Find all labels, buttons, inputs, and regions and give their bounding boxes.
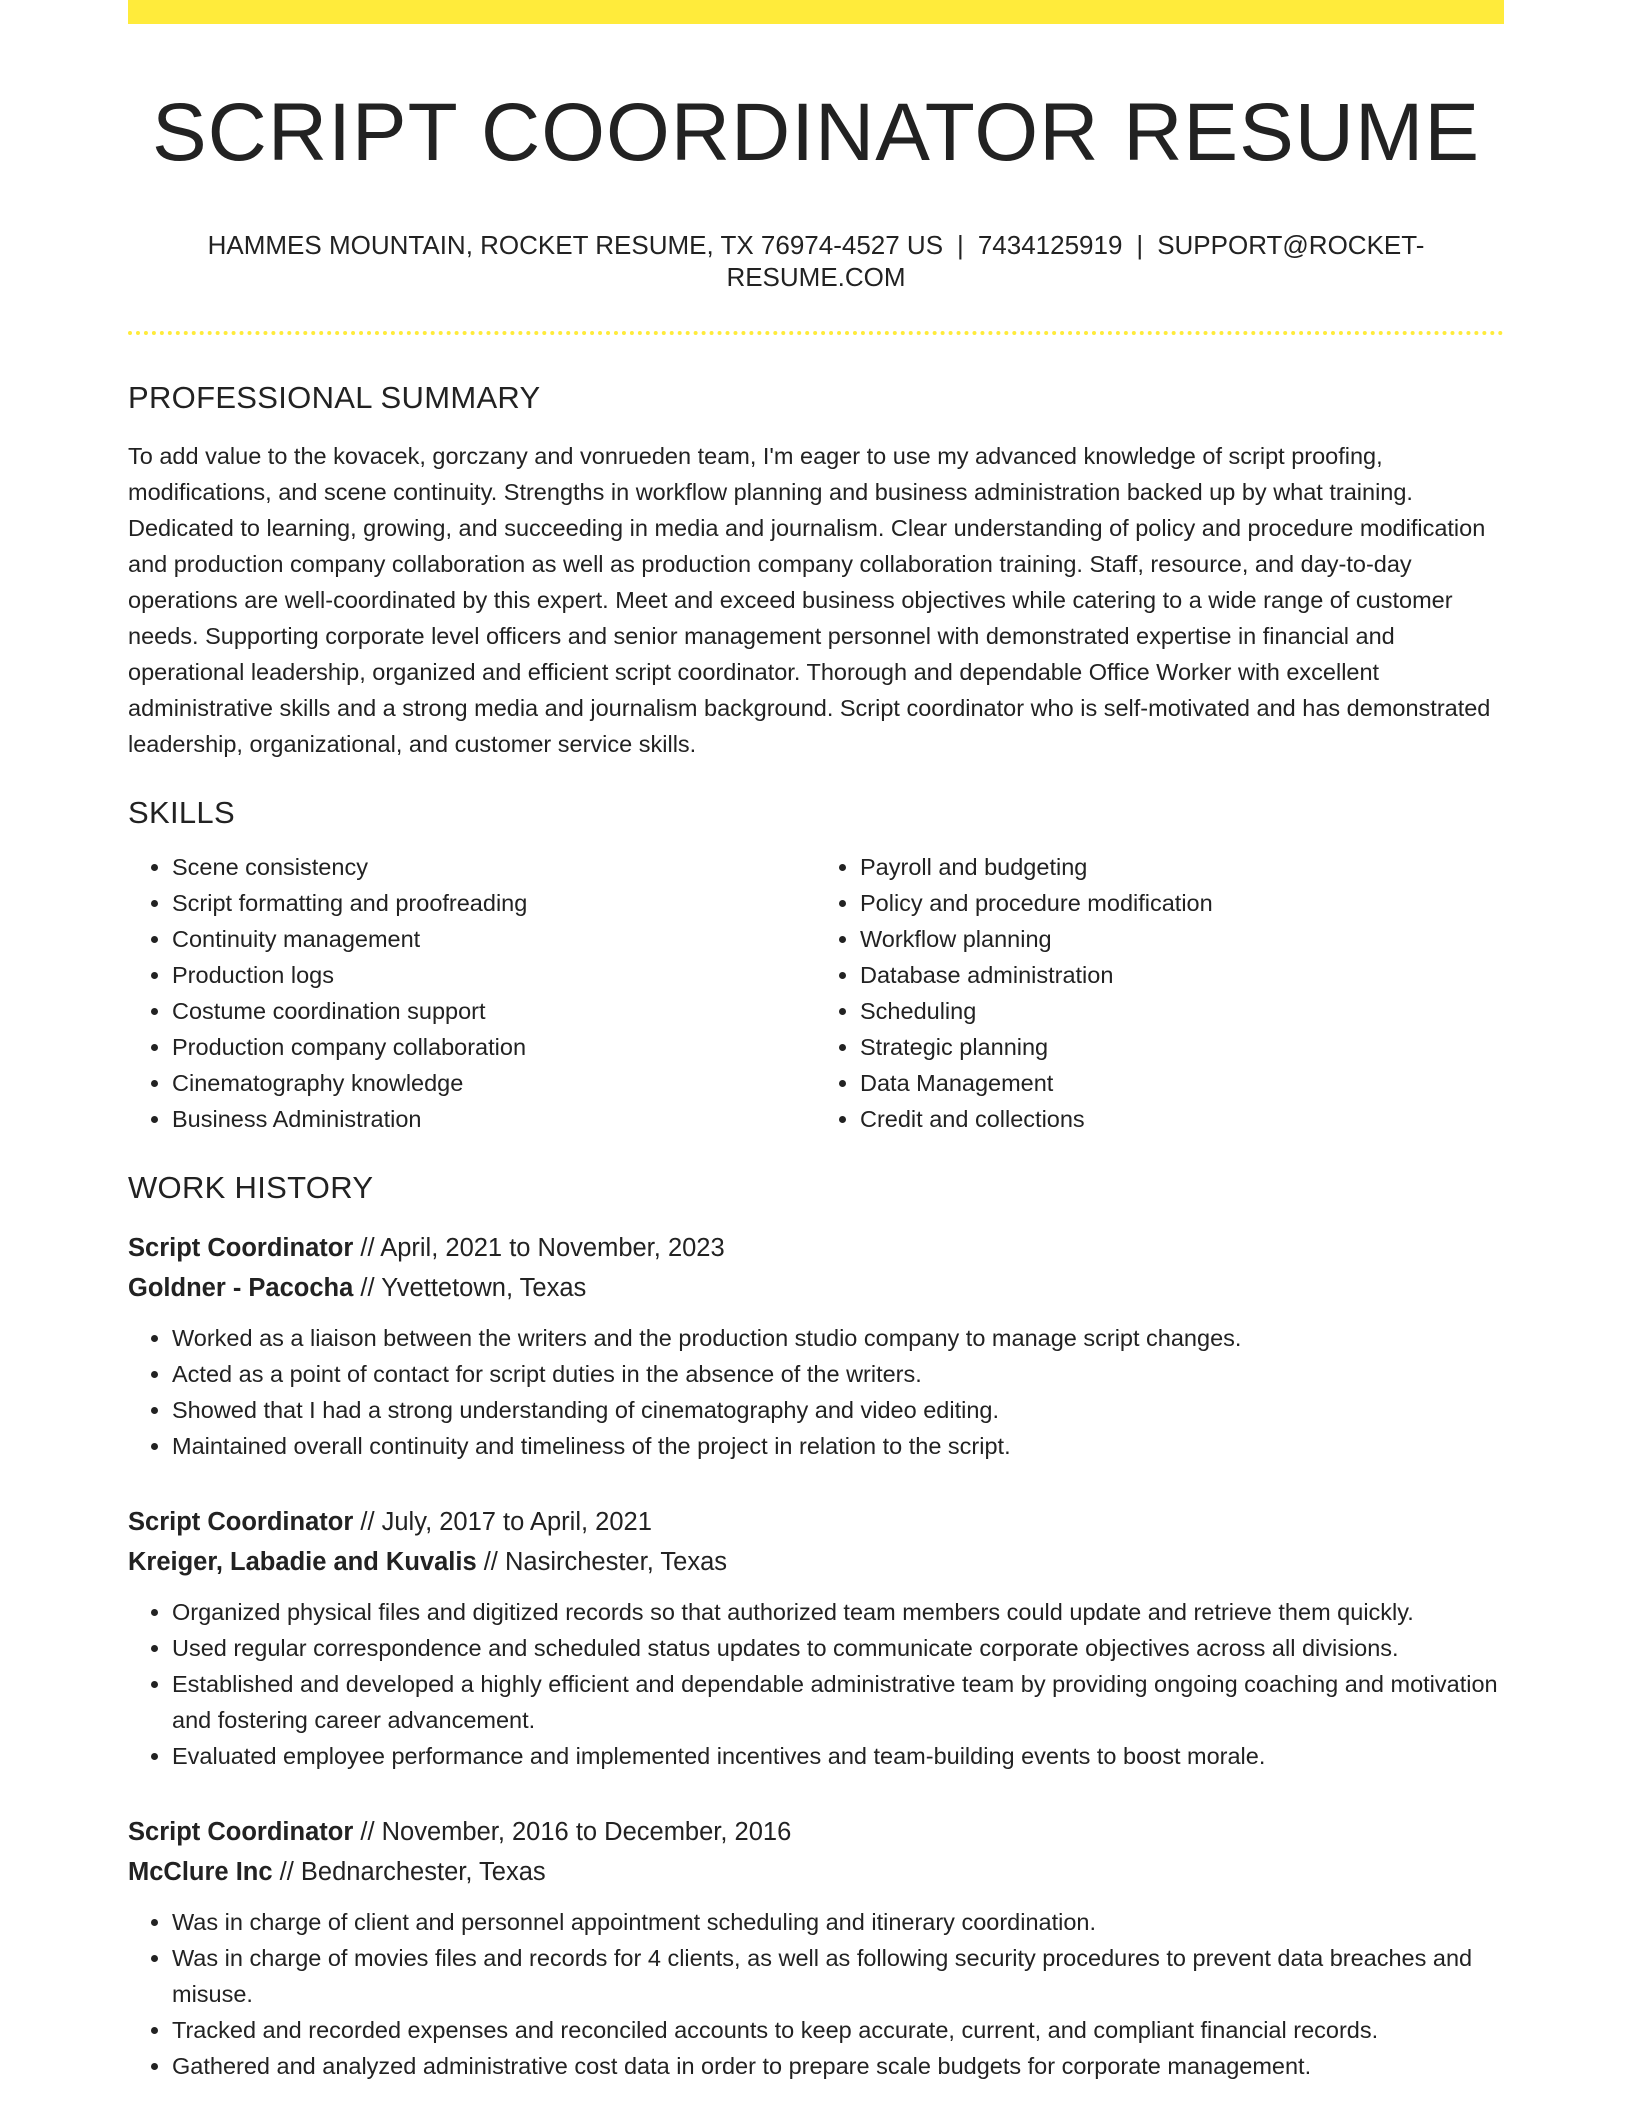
job-title-line: [128, 1502, 1504, 1542]
job-dates: // April, 2021 to November, 2023: [360, 1234, 725, 1263]
skill-item: • Costume coordination support: [172, 993, 816, 1029]
skills-grid: [128, 849, 1504, 1137]
job-company-line: [128, 1542, 1504, 1582]
job-title: Script Coordinator: [128, 1234, 354, 1263]
job-bullet: • Acted as a point of contact for script duties in the absence of the writers.: [172, 1356, 1504, 1392]
job-title: Script Coordinator: [128, 1508, 354, 1537]
dotted-divider: [128, 331, 1504, 335]
job-bullet: • Used regular correspondence and scheduled status updates to communicate corporate objectives across all divisions.: [172, 1630, 1504, 1666]
job-company: McClure Inc: [128, 1858, 273, 1887]
job-company-line: [128, 1268, 1504, 1308]
skill-item: • Production logs: [172, 957, 816, 993]
job-entry: [128, 1228, 1504, 1464]
job-bullet: • Showed that I had a strong understanding of cinematography and video editing.: [172, 1392, 1504, 1428]
contact-separator: |: [957, 230, 964, 261]
job-entry: [128, 1502, 1504, 1774]
job-location: // Yvettetown, Texas: [360, 1274, 587, 1303]
skill-item: • Business Administration: [172, 1101, 816, 1137]
job-bullet: • Gathered and analyzed administrative cost data in order to prepare scale budgets for corporate management.: [172, 2048, 1504, 2084]
job-bullet: • Established and developed a highly efficient and dependable administrative team by providing ongoing coaching and motivation and fostering career advancement.: [172, 1666, 1504, 1738]
job-title-line: [128, 1812, 1504, 1852]
skill-item: • Database administration: [860, 957, 1504, 993]
job-bullet-list: [128, 1904, 1504, 2084]
skill-item: • Script formatting and proofreading: [172, 885, 816, 921]
job-company: Kreiger, Labadie and Kuvalis: [128, 1548, 477, 1577]
summary-text: To add value to the kovacek, gorczany and vonrueden team, I'm eager to use my advanced knowledge of script proofing, modifications, and scene continuity. Strengths in workflow planning and business administration backed up by what training. Dedicated to learning, growing, and succeeding in media and journalism. Clear understanding of policy and procedure modification and production company collaboration as well as production company collaboration training. Staff, resource, and day-to-day operations are well-coordinated by this expert. Meet and exceed business objectives while catering to a wide range of customer needs. Supporting corporate level officers and senior management personnel with demonstrated expertise in financial and operational leadership, organized and efficient script coordinator. Thorough and dependable Office Worker with excellent administrative skills and a strong media and journalism background. Script coordinator who is self-motivated and has demonstrated leadership, organizational, and customer service skills.: [128, 442, 1491, 757]
skill-item: • Credit and collections: [860, 1101, 1504, 1137]
contact-phone: 7434125919: [977, 230, 1123, 261]
contact-email: SUPPORT@ROCKET-RESUME.COM: [726, 230, 1425, 292]
contact-line: [128, 230, 1504, 292]
job-bullet: • Organized physical files and digitized records so that authorized team members could update and retrieve them quickly.: [172, 1594, 1504, 1630]
skill-item: • Strategic planning: [860, 1029, 1504, 1065]
job-bullet: • Maintained overall continuity and timeliness of the project in relation to the script.: [172, 1428, 1504, 1464]
job-location: // Bednarchester, Texas: [279, 1858, 546, 1887]
job-bullet: • Was in charge of client and personnel appointment scheduling and itinerary coordination.: [172, 1904, 1504, 1940]
job-location: // Nasirchester, Texas: [483, 1548, 728, 1577]
job-bullet: • Evaluated employee performance and implemented incentives and team-building events to boost morale.: [172, 1738, 1504, 1774]
work-history-heading: WORK HISTORY: [128, 1170, 374, 1206]
job-title-line: [128, 1228, 1504, 1268]
job-entry: [128, 1812, 1504, 2084]
skills-list-right: [816, 849, 1504, 1137]
job-company-line: [128, 1852, 1504, 1892]
job-bullet-list: [128, 1594, 1504, 1774]
job-bullet: • Was in charge of movies files and records for 4 clients, as well as following security procedures to prevent data breaches and misuse.: [172, 1940, 1504, 2012]
job-bullet: • Worked as a liaison between the writers and the production studio company to manage script changes.: [172, 1320, 1504, 1356]
job-title: Script Coordinator: [128, 1818, 354, 1847]
skill-item: • Cinematography knowledge: [172, 1065, 816, 1101]
resume-title: SCRIPT COORDINATOR RESUME: [151, 87, 1481, 178]
accent-bar: [128, 0, 1504, 24]
skills-list-left: [128, 849, 816, 1137]
skill-item: • Data Management: [860, 1065, 1504, 1101]
job-bullet-list: [128, 1320, 1504, 1464]
job-dates: // July, 2017 to April, 2021: [360, 1508, 652, 1537]
skill-item: • Scheduling: [860, 993, 1504, 1029]
skill-item: • Workflow planning: [860, 921, 1504, 957]
job-dates: // November, 2016 to December, 2016: [360, 1818, 792, 1847]
contact-address: HAMMES MOUNTAIN, ROCKET RESUME, TX 76974-4527 US: [207, 230, 944, 261]
job-company: Goldner - Pacocha: [128, 1274, 354, 1303]
contact-separator: |: [1136, 230, 1144, 261]
skill-item: • Continuity management: [172, 921, 816, 957]
skill-item: • Policy and procedure modification: [860, 885, 1504, 921]
resume-page: [128, 0, 1504, 2084]
skill-item: • Production company collaboration: [172, 1029, 816, 1065]
skill-item: • Payroll and budgeting: [860, 849, 1504, 885]
summary-heading: PROFESSIONAL SUMMARY: [128, 379, 541, 415]
job-bullet: • Tracked and recorded expenses and reconciled accounts to keep accurate, current, and compliant financial records.: [172, 2012, 1504, 2048]
skill-item: • Scene consistency: [172, 849, 816, 885]
skills-heading: SKILLS: [128, 794, 235, 830]
